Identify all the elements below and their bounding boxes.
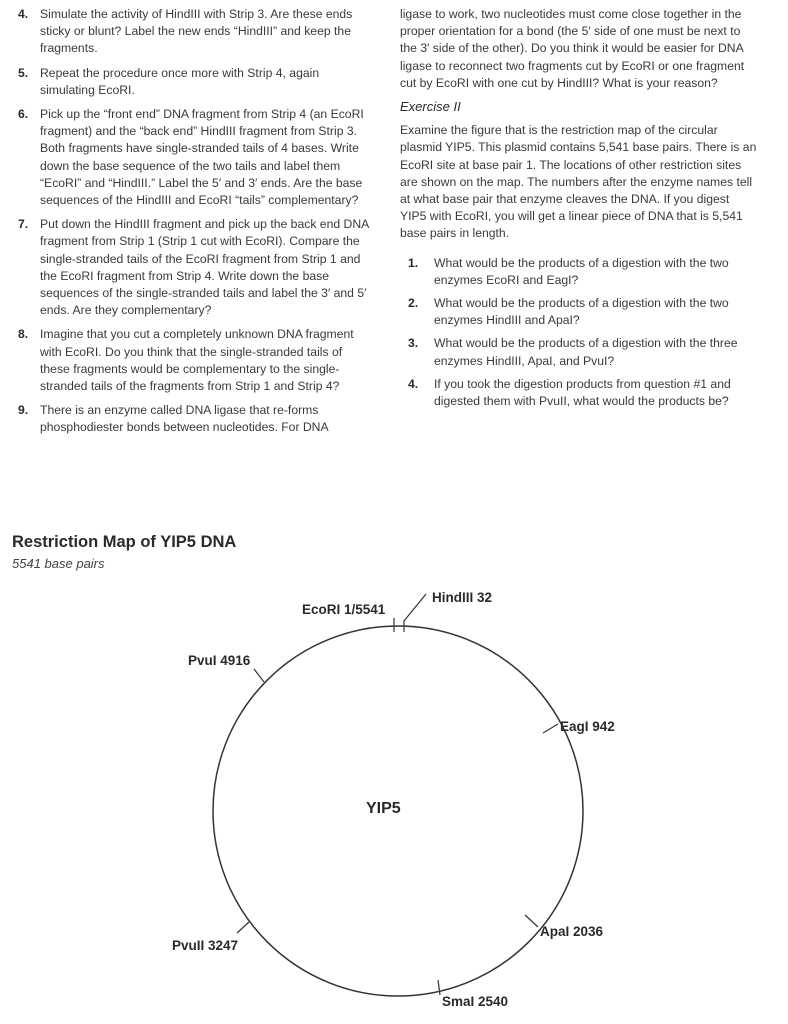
site-label-pvuii: PvuII 3247 [172,938,239,953]
site-label-apai: ApaI 2036 [540,924,604,939]
map-subtitle: 5541 base pairs [12,556,105,571]
pvui-tick [254,669,264,682]
question-text: What would be the products of a digestion with the three enzymes HindIII, ApaI, and PvuI? [434,336,738,368]
question-number: 6. [18,107,29,122]
question-text: What would be the products of a digestion with the two enzymes EcoRI and EagI? [434,255,729,287]
question-number: 8. [18,327,29,342]
eagi-tick [543,724,558,733]
site-label-ecori: EcoRI 1/5541 [302,602,386,617]
question-text: What would be the products of a digestion with the two enzymes HindIII and ApaI? [434,296,729,328]
question-number: 4. [408,376,419,391]
question-text: Put down the HindIII fragment and pick up the back end DNA fragment from Strip 1 (Strip 1 cut with EcoRI). Compare the single-stranded tails of the EcoRI fragment from Strip 1 and the EcoRI fragment from Strip 4. Write down the base sequences of the single-stranded tails and label the 3′ and 5′ ends. Are they complementary? [40,217,369,318]
question-number: 7. [18,217,29,232]
question-text: There is an enzyme called DNA ligase that re-forms phosphodiester bonds between nucleotides. For DNA [40,403,329,435]
exercise-intro: Examine the figure that is the restriction map of the circular plasmid YIP5. This plasmid contains 5,541 base pairs. There is an EcoRI site at base pair 1. The locations of other restriction sites are shown on the map. The numbers after the enzyme names tell at what base pair that enzyme cleaves the DNA. If you digest YIP5 with EcoRI, you will get a linear piece of DNA that is 5,541 base pairs in length. [400,123,757,241]
exercise-title: Exercise II [400,99,461,115]
continuation-paragraph: ligase to work, two nucleotides must come close together in the proper orientation for a bond (the 5′ side of one must be next to the 3′ side of the other). Do you think it would be easier for DNA ligase to reconnect two fragments cut by EcoRI or one fragment cut by EcoRI with one cut by HindIII? What is your reason? [400,7,745,90]
question-number: 1. [408,255,419,270]
question-number: 5. [18,65,29,80]
site-label-pvui: PvuI 4916 [188,653,251,668]
question-number: 9. [18,403,29,418]
pvuii-tick [237,922,249,933]
smai-tick [438,980,440,995]
question-number: 3. [408,336,419,351]
site-label-eagi: EagI 942 [560,719,615,734]
site-label-smai: SmaI 2540 [442,994,509,1009]
site-label-hindiii: HindIII 32 [432,590,493,605]
question-text: Simulate the activity of HindIII with Strip 3. Are these ends sticky or blunt? Label the new ends “HindIII” and keep the fragments. [40,7,353,56]
question-number: 4. [18,7,29,21]
map-title: Restriction Map of YIP5 DNA [12,533,237,551]
question-text: Pick up the “front end” DNA fragment from Strip 4 (an EcoRI fragment) and the “back end” HindIII fragment from Strip 3. Both fragments have single-stranded tails of 4 bases. Write down the base sequence of the two tails and label them “EcoRI” and “HindIII.” Label the 5′ and 3′ ends. Are the base sequences of the HindIII and EcoRI “tails” complementary? [40,107,364,208]
plasmid-name: YIP5 [366,800,401,817]
question-text: If you took the digestion products from question #1 and digested them with PvuII, what would the products be? [434,376,731,409]
question-text: Imagine that you cut a completely unknown DNA fragment with EcoRI. Do you think that the single-stranded tails of these fragments would be complementary to the single-stranded tails of the fragments from Strip 1 and Strip 4? [40,327,354,394]
question-number: 2. [408,296,419,311]
apai-tick [525,915,538,927]
question-text: Repeat the procedure once more with Strip 4, again simulating EcoRI. [40,65,320,97]
